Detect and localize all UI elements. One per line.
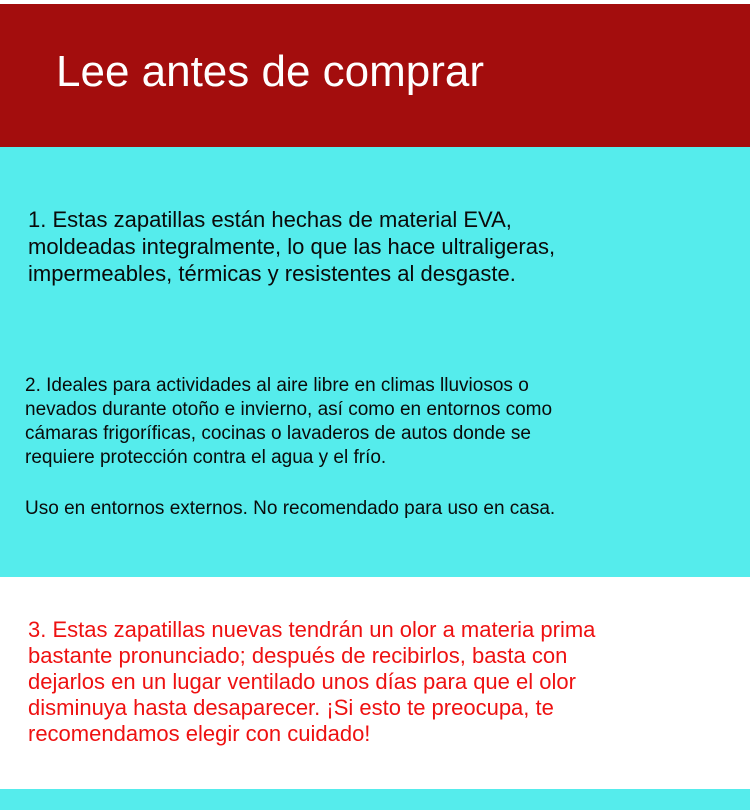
usage-paragraph: 2. Ideales para actividades al aire libre en climas lluviosos o nevados durante otoño e invierno, así como en entornos como cámaras frigoríficas, cocinas o lavaderos de autos donde se requiere protección contra el agua y el frío. [25, 375, 553, 468]
page-title: Lee antes de comprar [56, 47, 485, 96]
info-section [0, 147, 750, 577]
warning-section [0, 577, 750, 789]
header-banner [0, 4, 750, 147]
usage-note: Uso en entornos externos. No recomendado para uso en casa. [25, 498, 556, 519]
odor-warning-paragraph: 3. Estas zapatillas nuevas tendrán un olor a materia prima bastante pronunciado; después de recibirlos, basta con dejarlos en un lugar ventilado unos días para que el olor disminuya hasta desaparecer. ¡Si esto te preocupa, te recomendamos elegir con cuidado! [28, 617, 596, 746]
material-paragraph: 1. Estas zapatillas están hechas de material EVA, moldeadas integralmente, lo que las hace ultraligeras, impermeables, térmicas y resistentes al desgaste. [28, 207, 556, 286]
bottom-border [0, 789, 750, 810]
